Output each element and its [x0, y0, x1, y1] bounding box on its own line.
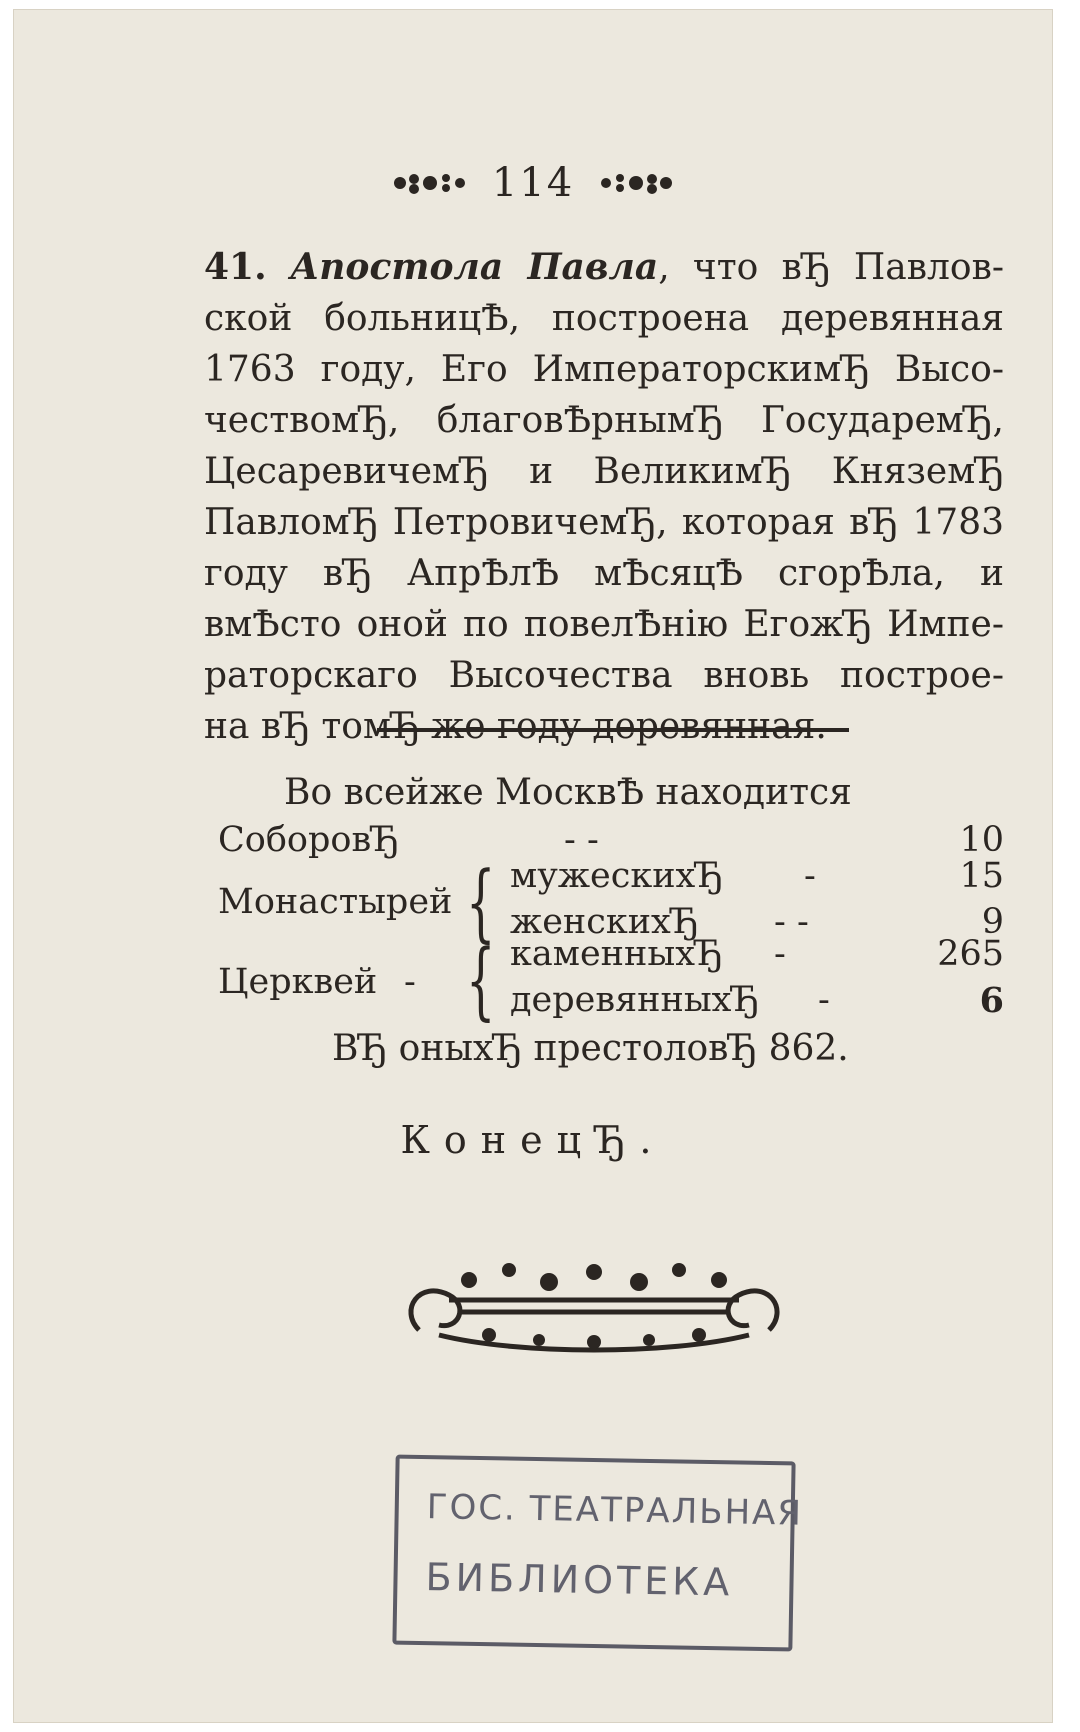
stamp-line-1: ГОС. ТЕАТРАЛЬНАЯ: [426, 1487, 804, 1534]
entry-line: году вЂ АпрѢлѢ мѢсяцѢ сгорѢла, и: [204, 553, 1004, 594]
male-monasteries-count: 15: [959, 856, 1004, 896]
monasteries-label: Монастырей: [218, 882, 453, 922]
stone-churches-count: 265: [937, 934, 1004, 974]
entry-line: 41. Апостола Павла, что вЂ Павлов-: [204, 246, 1005, 288]
section-divider: [377, 728, 849, 732]
wooden-churches-label: деревянныхЂ: [510, 980, 760, 1020]
churches-dash: -: [404, 962, 416, 1002]
female-monasteries-label: женскихЂ: [510, 902, 699, 942]
entry-line: раторскаго Высочества вновь построе-: [204, 655, 1004, 696]
altars-total: ВЂ оныхЂ престоловЂ 862.: [332, 1028, 849, 1069]
church-name: Апостола Павла: [289, 246, 659, 288]
monasteries-brace: {: [466, 853, 496, 951]
entry-line: 1763 году, Его ИмператорскимЂ Высо-: [204, 349, 1004, 390]
entry-line: ПавломЂ ПетровичемЂ, которая вЂ 1783: [204, 502, 1004, 543]
end-title: КонецЂ.: [400, 1118, 666, 1162]
churches-brace: {: [466, 931, 496, 1029]
right-ornament-icon: [596, 168, 676, 198]
male-monasteries-dash: -: [804, 856, 816, 896]
entry-line: чествомЂ, благовѢрнымЂ ГосударемЂ,: [204, 400, 1004, 441]
male-monasteries-label: мужескихЂ: [510, 856, 724, 896]
entry-line: ЦесаревичемЂ и ВеликимЂ КняземЂ: [204, 451, 1004, 492]
cathedrals-count: 10: [959, 820, 1004, 860]
church-entry-paragraph: [204, 242, 1004, 752]
library-stamp: [392, 1455, 804, 1652]
entry-line: вмѢсто оной по повелѢнiю ЕгожЂ Импе-: [204, 604, 1004, 645]
entry-line: на вЂ томЂ же году деревянная.: [204, 706, 827, 747]
stone-churches-dash: -: [774, 934, 786, 974]
churches-label: Церквей: [218, 962, 378, 1002]
cathedrals-dashes: - -: [564, 820, 599, 860]
page-header: [14, 160, 1052, 206]
entry-line: ской больницѢ, построена деревянная: [204, 298, 1004, 339]
female-monasteries-count: 9: [981, 902, 1004, 942]
wooden-churches-count: 6: [979, 980, 1004, 1021]
wooden-churches-dash: -: [818, 980, 830, 1020]
entry-number: 41.: [204, 246, 267, 288]
page-number: 114: [491, 160, 575, 206]
cathedrals-label: СоборовЂ: [218, 820, 400, 860]
left-ornament-icon: [390, 168, 470, 198]
book-page: [14, 10, 1052, 1722]
floral-tailpiece-icon: [399, 1240, 789, 1370]
female-monasteries-dashes: - -: [774, 902, 809, 942]
stamp-line-2: БИБЛИОТЕКА: [425, 1555, 734, 1605]
summary-heading: Во всейже МосквѢ находится: [284, 772, 852, 813]
stone-churches-label: каменныхЂ: [510, 934, 723, 974]
